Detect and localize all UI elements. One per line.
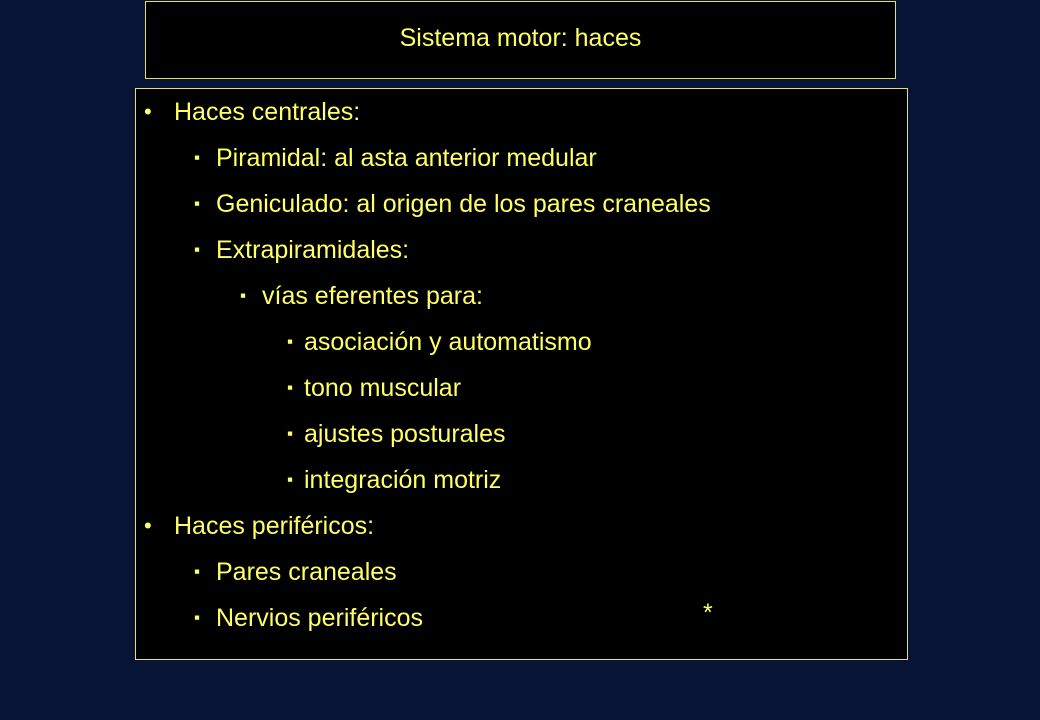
list-item (194, 595, 423, 641)
list-item-text: Pares craneales (216, 557, 397, 586)
asterisk-mark: * (703, 599, 713, 627)
square-bullet-icon: ▪ (194, 148, 201, 167)
list-item (194, 135, 597, 181)
list-item-text: tono muscular (304, 373, 462, 402)
list-item-text: integración motriz (304, 465, 502, 494)
list-item-text: Nervios periféricos (216, 603, 424, 632)
square-bullet-icon: ▪ (287, 378, 294, 397)
slide-title: Sistema motor: haces (399, 23, 642, 52)
list-item-text: vías eferentes para: (262, 281, 483, 310)
list-item-text: Haces centrales: (174, 97, 361, 126)
list-item-text: Piramidal: al asta anterior medular (216, 143, 597, 172)
square-bullet-icon: ▪ (240, 286, 247, 305)
list-item (287, 365, 461, 411)
list-item (194, 549, 397, 595)
slide-title-box (145, 1, 896, 79)
bullet-icon: • (144, 513, 152, 538)
square-bullet-icon: ▪ (194, 194, 201, 213)
list-item (287, 457, 501, 503)
list-item (144, 89, 360, 135)
list-item (194, 227, 409, 273)
list-item (240, 273, 483, 319)
square-bullet-icon: ▪ (287, 424, 294, 443)
square-bullet-icon: ▪ (287, 332, 294, 351)
list-item (287, 411, 506, 457)
slide-content-box (135, 88, 908, 660)
square-bullet-icon: ▪ (194, 608, 201, 627)
bullet-icon: • (144, 99, 152, 124)
list-item-text: Geniculado: al origen de los pares craneales (216, 189, 711, 218)
list-item-text: Extrapiramidales: (216, 235, 410, 264)
square-bullet-icon: ▪ (287, 470, 294, 489)
square-bullet-icon: ▪ (194, 562, 201, 581)
list-item (287, 319, 592, 365)
square-bullet-icon: ▪ (194, 240, 201, 259)
list-item (144, 503, 374, 549)
list-item-text: Haces periféricos: (174, 511, 375, 540)
list-item-text: asociación y automatismo (304, 327, 592, 356)
list-item-text: ajustes posturales (304, 419, 506, 448)
list-item (194, 181, 711, 227)
